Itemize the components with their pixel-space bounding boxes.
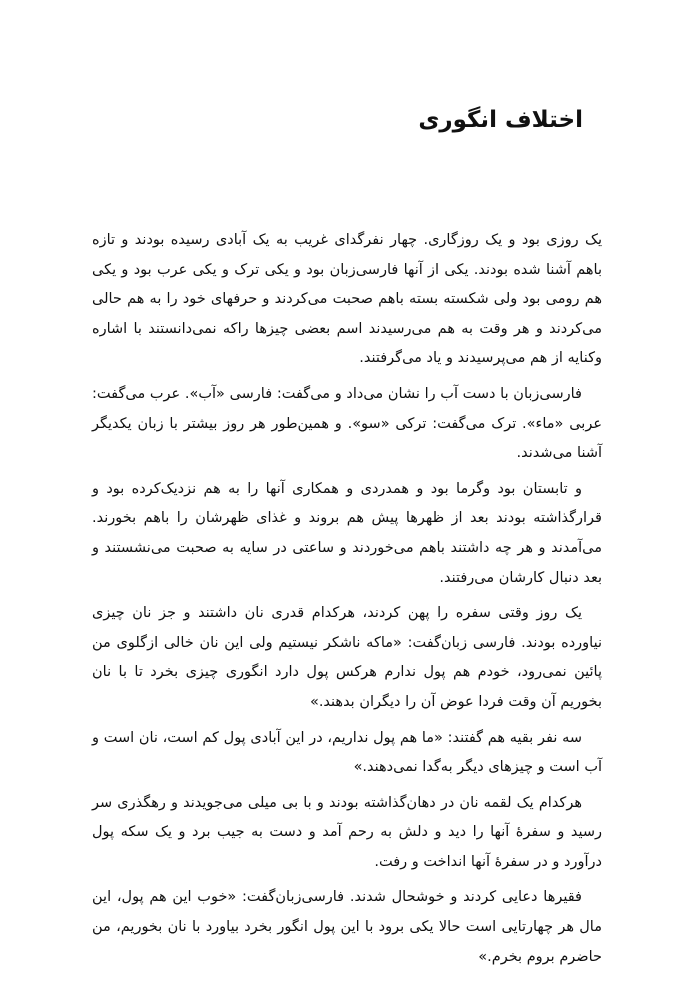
- paragraph: فارسی‌زبان با دست آب را نشان می‌داد و می‌گفت: فارسی «آب». عرب می‌گفت: عربی «ماء». ترک می‌گفت: ترکی «سو». و همین‌طور هر روز بیشتر با زبان یکدیگر آشنا می‌شدند.: [92, 385, 602, 462]
- chapter-title: اختلاف انگوری: [418, 107, 583, 133]
- paragraph: سه نفر بقیه هم گفتند: «ما هم پول نداریم، در این آبادی پول کم است، نان است و آب است و چیزهای دیگر به‌گدا نمی‌دهند.»: [92, 729, 602, 776]
- paragraph: هرکدام یک لقمه نان در دهان‌گذاشته بودند و با بی میلی می‌جویدند و رهگذری سر رسید و سفرهٔ آنها را دید و دلش به رحم آمد و دست به جیب برد و یک سکه پول درآورد و در سفرهٔ آنها انداخت و رفت.: [92, 794, 602, 870]
- paragraph: یک روزی بود و یک روزگاری. چهار نفرگدای غریب به یک آبادی رسیده بودند و تازه باهم آشنا شده بودند. یکی از آنها فارسی‌زبان بود و یکی ترک و یکی عرب بود و یکی هم رومی بود ولی شکسته بسته باهم صحبت می‌کردند و حرفهای خود را به هم حالی می‌کردند و هر وقت به هم می‌رسیدند اسم بعضی چیزها راکه نمی‌دانستند با اشاره وکنایه از هم می‌پرسیدند و یاد می‌گرفتند.: [92, 232, 602, 367]
- paragraph: یک روز وقتی سفره را پهن کردند، هرکدام قدری نان داشتند و جز نان چیزی نیاورده بودند. فارسی زبان‌گفت: «ماکه ناشکر نیستیم ولی این نان خالی ازگلوی من پائین نمی‌رود، خودم هم پول ندارم هرکس پول دارد انگوری چیزی بخرد تا با نان بخوریم آن وقت فردا عوض آن را دیگران بدهند.»: [92, 605, 602, 710]
- story-body: [92, 226, 602, 978]
- paragraph: فقیرها دعایی کردند و خوشحال شدند. فارسی‌زبان‌گفت: «خوب این هم پول، این مال هر چهارتایی است حالا یکی برود با این پول انگور بخرد بیاورد با نان بخوریم، من حاضرم بروم بخرم.»: [92, 889, 602, 965]
- paragraph: و تابستان بود وگرما بود و همدردی و همکاری آنها را به هم نزدیک‌کرده بود و قرارگذاشته بودند بعد از ظهرها پیش هم بروند و غذای ظهرشان را باهم بخورند. می‌آمدند و هر چه داشتند باهم می‌خوردند و ساعتی در سایه به صحبت می‌نشستند و بعد دنبال کارشان می‌رفتند.: [92, 480, 602, 586]
